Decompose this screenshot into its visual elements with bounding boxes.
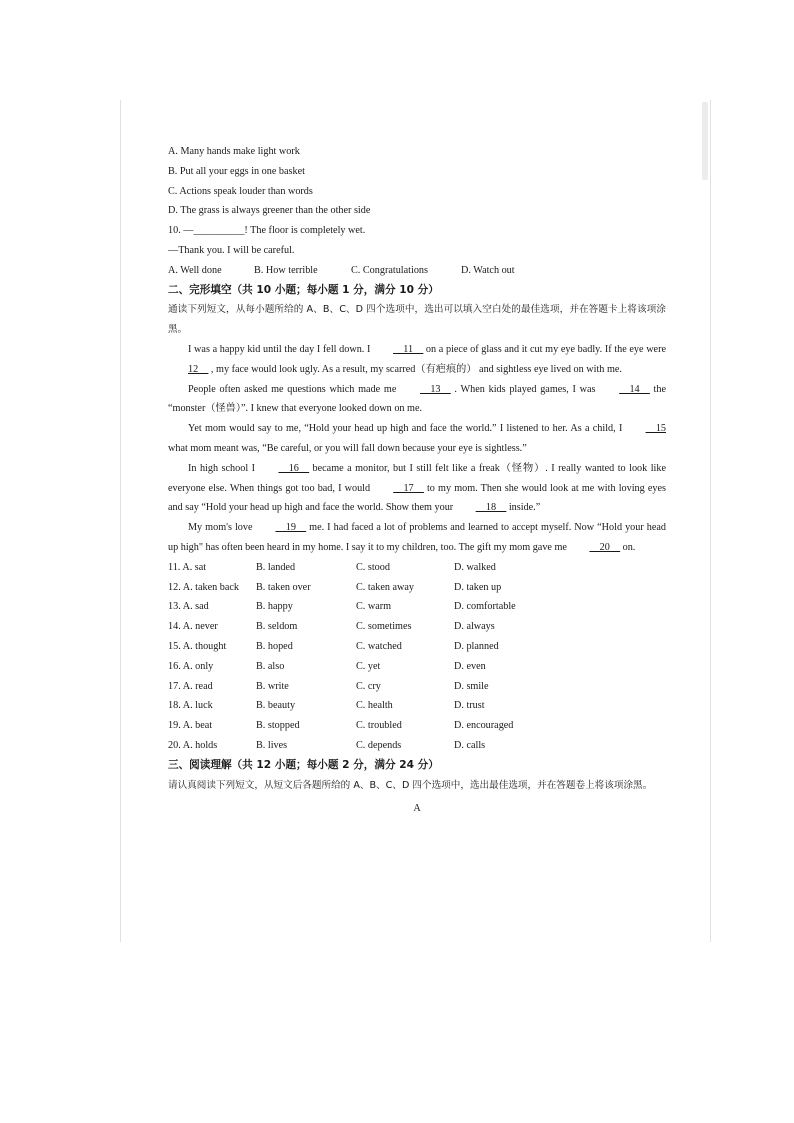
p1-text-b: on a piece of glass and it cut my eye badly. If the eye were: [423, 343, 666, 355]
cloze-options-17: [168, 677, 666, 697]
p5-text-c: up high" has often been heard in my home. I say it to my children, too. The gift my mom gave me: [168, 541, 570, 553]
option-19-a: 19. A. beat: [168, 720, 213, 732]
passage-paragraph-1: [168, 340, 666, 380]
option-11-d: D. walked: [454, 561, 496, 573]
section2-instruction: 通读下列短文，从每小题所给的 A、B、C、D 四个选项中，选出可以填入空白处的最佳选项，并在答题卡上将该项涂黑。: [168, 304, 666, 336]
blank-15: __15: [645, 423, 666, 435]
q10-option-c: C. Congratulations: [351, 264, 428, 276]
q10-option-a: A. Well done: [168, 264, 222, 276]
section2-title: 二、完形填空（共 10 小题；每小题 1 分，满分 10 分）: [168, 283, 439, 296]
option-15-d: D. planned: [454, 640, 499, 652]
p2-text-c: the: [649, 383, 666, 395]
passage-paragraph-4: [168, 459, 666, 518]
passage-paragraph-5: [168, 518, 666, 558]
q9-option-a: A. Many hands make light work: [168, 146, 300, 157]
q9-option-c: C. Actions speak louder than words: [168, 185, 313, 197]
option-20-b: B. lives: [256, 739, 288, 751]
option-20-d: D. calls: [454, 739, 486, 751]
q10-option-b: B. How terrible: [254, 264, 318, 276]
scrollbar-thumb[interactable]: [702, 102, 708, 180]
p4-text-b: became a monitor, but I still felt like a freak（怪物）. I really wanted to look like: [309, 462, 666, 474]
p4-text-e: and say “Hold your head up high and face the world. Show them your: [168, 502, 456, 514]
option-12-c: C. taken away: [356, 581, 414, 593]
option-17-b: B. write: [256, 680, 289, 692]
q9-option-b: B. Put all your eggs in one basket: [168, 165, 305, 177]
option-13-a: 13. A. sad: [168, 601, 209, 613]
p5-text-b: me. I had faced a lot of problems and learned to accept myself. Now “Hold your head: [306, 522, 667, 534]
exam-page-content: [168, 142, 666, 819]
cloze-options-13: [168, 597, 666, 617]
option-18-a: 18. A. luck: [168, 700, 213, 712]
blank-13: __13__: [420, 383, 451, 395]
option-15-c: C. watched: [356, 640, 402, 652]
option-16-b: B. also: [256, 660, 285, 672]
option-19-b: B. stopped: [256, 720, 300, 732]
cloze-options-11: [168, 558, 666, 578]
q9-option-d: D. The grass is always greener than the other side: [168, 205, 371, 217]
passage-paragraph-2: [168, 380, 666, 420]
option-13-b: B. happy: [256, 601, 293, 613]
p4-text-c: everyone else. When things got too bad, I would: [168, 482, 374, 494]
option-15-a: 15. A. thought: [168, 640, 227, 652]
p3-text-a: Yet mom would say to me, “Hold your head up high and face the world.” I listened to her. As a child, I: [188, 423, 626, 435]
q10-options: [168, 261, 666, 281]
option-15-b: B. hoped: [256, 640, 293, 652]
option-19-d: D. encouraged: [454, 720, 514, 732]
section3-title: 三、阅读理解（共 12 小题；每小题 2 分，满分 24 分）: [168, 758, 439, 771]
section3-instruction: 请认真阅读下列短文，从短文后各题所给的 A、B、C、D 四个选项中，选出最佳选项，并在答题卷上将该项涂黑。: [168, 779, 653, 791]
option-16-c: C. yet: [356, 660, 381, 672]
option-14-a: 14. A. never: [168, 621, 218, 633]
cloze-options-18: [168, 696, 666, 716]
option-12-b: B. taken over: [256, 581, 311, 593]
blank-17: __17__: [393, 482, 424, 494]
option-16-a: 16. A. only: [168, 660, 214, 672]
p4-text-f: inside.”: [506, 502, 541, 514]
cloze-options-14: [168, 617, 666, 637]
q10-prompt-pre: 10. —: [168, 225, 194, 237]
option-19-c: C. troubled: [356, 720, 402, 732]
passage-paragraph-3: [168, 419, 666, 459]
option-17-a: 17. A. read: [168, 680, 213, 692]
option-20-c: C. depends: [356, 739, 402, 751]
blank-14: __14__: [619, 383, 650, 395]
option-13-d: D. comfortable: [454, 601, 516, 613]
option-14-b: B. seldom: [256, 621, 298, 633]
page-left-edge: [120, 100, 121, 942]
q10-blank: __________: [193, 225, 245, 237]
passage-a-label: A: [413, 803, 421, 815]
p2-text-a: People often asked me questions which made me: [188, 383, 401, 395]
q10-prompt-post: ! The floor is completely wet.: [244, 225, 366, 237]
p3-text-b: what mom meant was, “Be careful, or you will fall down because your eye is sightless.”: [168, 442, 527, 454]
page-right-edge: [710, 100, 711, 942]
option-11-b: B. landed: [256, 561, 296, 573]
option-11-a: 11. A. sat: [168, 561, 207, 573]
option-12-a: 12. A. taken back: [168, 581, 240, 593]
blank-12: 12__: [188, 363, 209, 375]
blank-20: __20__: [589, 541, 621, 553]
p1-text-c: , my face would look ugly. As a result, my scarred（有疤痕的） and sightless eye lived on with me.: [208, 363, 622, 375]
option-17-c: C. cry: [356, 680, 381, 692]
option-18-c: C. health: [356, 700, 393, 712]
option-18-d: D. trust: [454, 700, 485, 712]
q10-option-d: D. Watch out: [461, 264, 515, 276]
q10-prompt: [168, 221, 666, 241]
blank-16: __16__: [278, 462, 310, 474]
option-20-a: 20. A. holds: [168, 739, 218, 751]
option-13-c: C. warm: [356, 601, 392, 613]
cloze-options-15: [168, 637, 666, 657]
p4-text-a: In high school I: [188, 462, 259, 474]
q10-reply: —Thank you. I will be careful.: [168, 244, 295, 256]
cloze-options-19: [168, 716, 666, 736]
p2-text-d: “monster（怪兽）”. I knew that everyone looked down on me.: [168, 403, 423, 415]
p5-text-a: My mom's love: [188, 522, 256, 534]
option-16-d: D. even: [454, 660, 486, 672]
p4-text-d: to my mom. Then she would look at me with loving eyes: [423, 482, 667, 494]
option-14-c: C. sometimes: [356, 621, 412, 633]
option-11-c: C. stood: [356, 561, 390, 573]
option-12-d: D. taken up: [454, 581, 502, 593]
p2-text-b: . When kids played games, I was: [450, 383, 600, 395]
cloze-options-20: [168, 736, 666, 756]
option-18-b: B. beauty: [256, 700, 296, 712]
option-17-d: D. smile: [454, 680, 489, 692]
cloze-options-16: [168, 657, 666, 677]
option-14-d: D. always: [454, 621, 495, 633]
blank-18: __18__: [475, 502, 507, 514]
p5-text-d: on.: [620, 541, 636, 553]
p1-text-a: I was a happy kid until the day I fell down. I: [188, 343, 374, 355]
blank-11: __11__: [393, 343, 424, 355]
blank-19: __19__: [275, 522, 307, 534]
cloze-options-12: [168, 578, 666, 598]
